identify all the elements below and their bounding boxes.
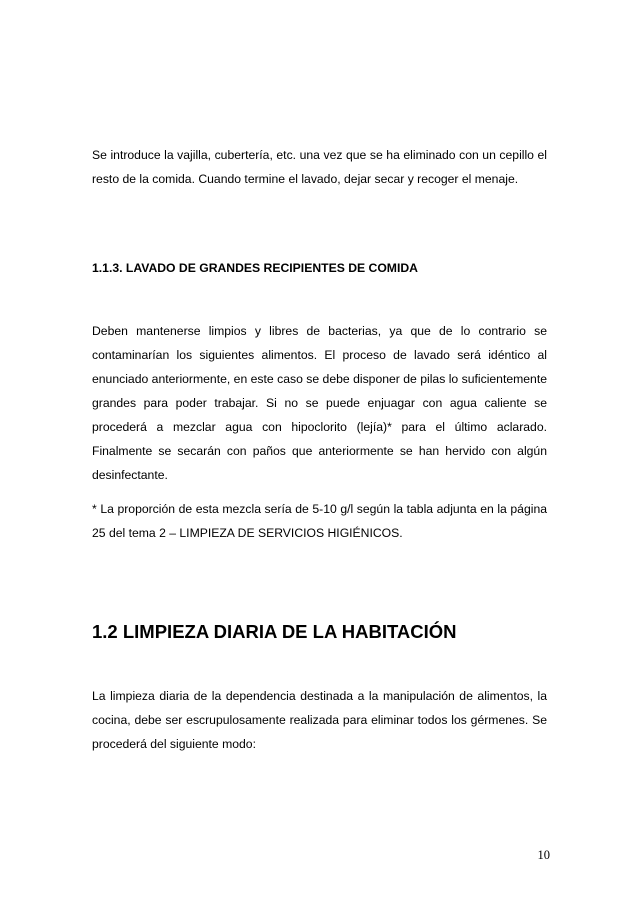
subsection-heading-block xyxy=(92,256,547,280)
subsection-heading: 1.1.3. LAVADO DE GRANDES RECIPIENTES DE COMIDA xyxy=(92,261,418,275)
section-heading: 1.2 LIMPIEZA DIARIA DE LA HABITACIÓN xyxy=(92,621,457,642)
footnote-block xyxy=(92,497,547,545)
paragraph-large-containers: Deben mantenerse limpios y libres de bacterias, ya que de lo contrario se contaminarían los siguientes alimentos. El proceso de lavado será idéntico al enunciado anteriormente, en este caso se debe disponer de pilas lo suficientemente grandes para poder trabajar. Si no se puede enjuagar con agua caliente se procederá a mezclar agua con hipoclorito (lejía)* para el último aclarado. Finalmente se secarán con paños que anteriormente se han hervido con algún desinfectante. xyxy=(92,324,547,482)
paragraph-proportion-note: * La proporción de esta mezcla sería de 5-10 g/l según la tabla adjunta en la página 25 del tema 2 – LIMPIEZA DE SERVICIOS HIGIÉNICOS. xyxy=(92,502,547,540)
section-heading-block xyxy=(92,619,547,645)
daily-cleaning-block xyxy=(92,684,547,756)
paragraph-daily-cleaning: La limpieza diaria de la dependencia destinada a la manipulación de alimentos, la cocina, debe ser escrupulosamente realizada para eliminar todos los gérmenes. Se procederá del siguiente modo: xyxy=(92,689,547,751)
page-number: 10 xyxy=(537,848,550,862)
paragraph-dishwashing: Se introduce la vajilla, cubertería, etc. una vez que se ha eliminado con un cepillo el resto de la comida. Cuando termine el lavado, dejar secar y recoger el menaje. xyxy=(92,148,547,186)
large-containers-block xyxy=(92,319,547,487)
intro-paragraph xyxy=(92,143,547,191)
